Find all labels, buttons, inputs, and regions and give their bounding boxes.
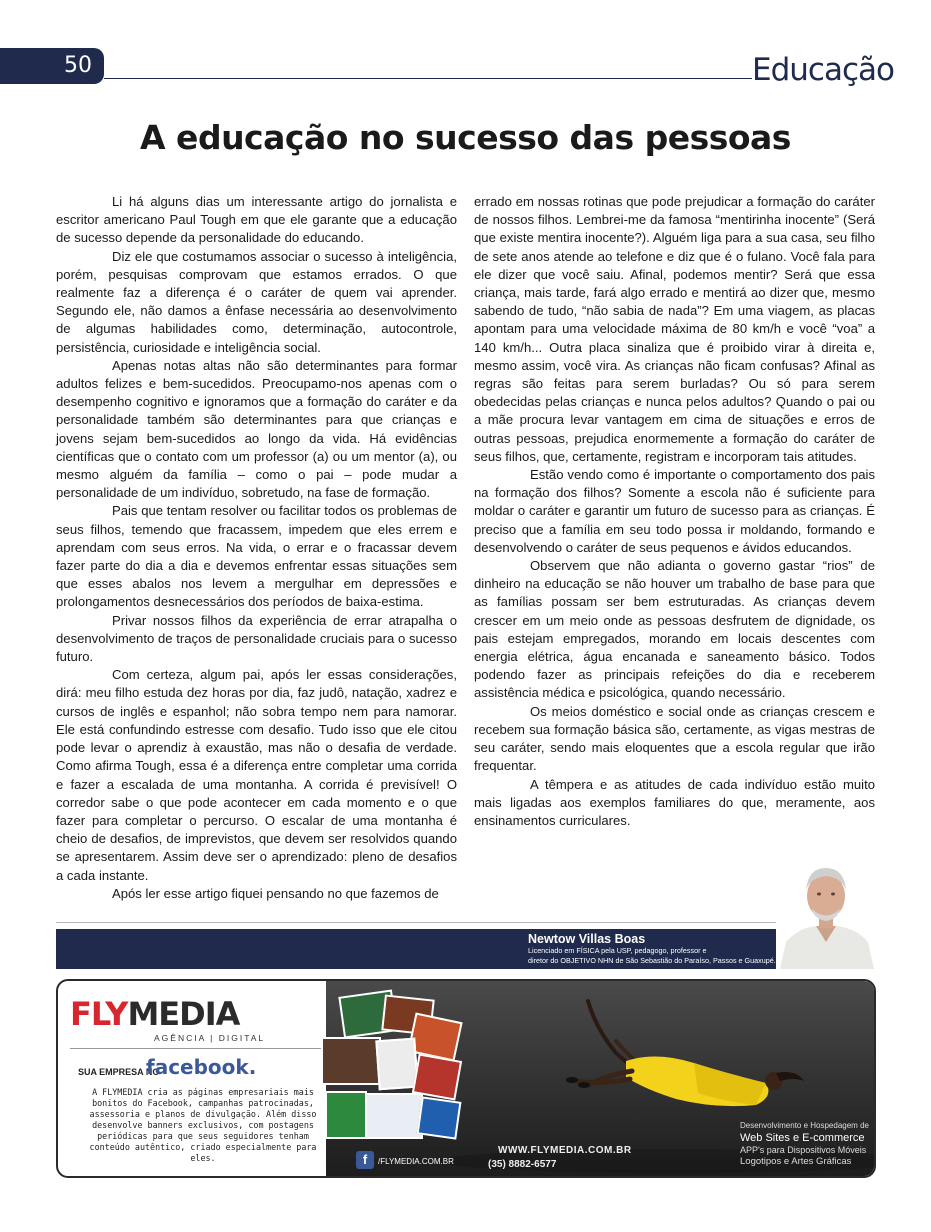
author-bio — [528, 946, 778, 965]
paragraph: Após ler esse artigo fiquei pensando no que fazemos de — [112, 885, 439, 901]
logo-fly: FLY — [70, 995, 128, 1033]
ad-service: Web Sites e E-commerce — [740, 1132, 865, 1144]
ad-rule — [70, 1048, 328, 1049]
author-name: Newtow Villas Boas — [528, 932, 646, 946]
logo-media: MEDIA — [127, 995, 240, 1033]
author-photo — [776, 856, 876, 969]
collage-card — [325, 1091, 367, 1139]
collage-card — [321, 1037, 381, 1085]
article-column-left — [56, 193, 457, 903]
facebook-url: /FLYMEDIA.COM.BR — [378, 1157, 454, 1166]
facebook-prefix: SUA EMPRESA NO — [78, 1067, 160, 1077]
ad-service: Desenvolvimento e Hospedagem de — [740, 1121, 869, 1130]
ad-phone: (35) 8882-6577 — [488, 1159, 557, 1170]
page-number: 50 — [64, 53, 92, 78]
author-bio-line: diretor do OBJETIVO NHN de São Sebastião do Paraíso, Passos e Guaxupé. — [528, 955, 776, 965]
article-column-right — [474, 193, 875, 830]
flymedia-advertisement — [56, 979, 876, 1178]
paragraph: Os meios doméstico e social onde as crianças crescem e recebem sua formação básica são, certamente, as vigas mestras de seu caráter, sendo mais eloquentes que a escola regular que irão frequentar. — [474, 703, 875, 774]
flymedia-logo — [70, 995, 239, 1033]
facebook-logo: facebook. — [146, 1055, 257, 1079]
ad-service: Logotipos e Artes Gráficas — [740, 1156, 852, 1167]
paragraph: Diz ele que costumamos associar o sucesso à inteligência, porém, pesquisas comprovam que estamos errados. O que realmente faz a diferença é o caráter de quem vai aprender. Segundo ele, não damos a ênfase necessária ao desenvolvimento de algumas habilidades como, determinação, autocontrole, persistência, curiosidade e inteligência social. — [56, 248, 457, 355]
collage-card — [417, 1096, 462, 1139]
collage-card — [365, 1093, 423, 1139]
paragraph: Li há alguns dias um interessante artigo do jornalista e escritor americano Paul Tough em que ele garante que a educação de sucesso depende da personalidade do educando. — [56, 194, 457, 246]
paragraph: Com certeza, algum pai, após ler essas considerações, dirá: meu filho estuda dez horas por dia, faz judô, natação, xadrez e cursos de inglês e espanhol; não sobra tempo nem para namorar. Ele está confundindo estresse com desafio. Tudo isso que ele citou pode levar o aprendiz à exaustão, mas não o desafia de verdade. Como afirma Tough, essa é a diferença entre completar uma corrida e fazer a escalada de uma montanha. A corrida é previsível! O corredor sabe o que pode acontecer em cada momento e o que fazer para completar o percurso. O escalar de uma montanha é cheio de desafios, de imprevistos, que devem ser resolvidos quando se apresentarem. Assim deve ser o aprendizado: pleno de desafios a cada instante. — [56, 667, 457, 883]
paragraph: Privar nossos filhos da experiência de errar atrapalha o desenvolvimento de traços de personalidade cruciais para o sucesso futuro. — [56, 612, 457, 665]
paragraph: A têmpera e as atitudes de cada indivíduo estão muito mais ligadas aos exemplos familiares do que, meramente, aos ensinamentos curriculares. — [474, 776, 875, 828]
ad-body-text: A FLYMEDIA cria as páginas empresariais mais bonitos do Facebook, campanhas patrocinadas, assessoria e planos de divulgação. Além disso desenvolve banners exclusivos, com postagens periódicas para que seus seguidores tenham conteúdo autêntico, criado especialmente para eles. — [89, 1087, 317, 1163]
header-rule — [104, 78, 752, 79]
ad-service: APP's para Dispositivos Móveis — [740, 1145, 867, 1155]
author-bio-line: Licenciado em FÍSICA pela USP, pedagogo, professor e — [528, 946, 707, 955]
facebook-icon: f — [356, 1151, 374, 1169]
flymedia-tagline: AGÊNCIA | DIGITAL — [154, 1033, 266, 1043]
article-title: A educação no sucesso das pessoas — [140, 118, 791, 157]
paragraph: Apenas notas altas não são determinantes para formar adultos felizes e bem-sucedidos. Preocupamo-nos apenas com o desempenho cognitivo e ignoramos que a formação do caráter e da personalidade também são determinantes para que crianças e jovens sejam bem-sucedidos ao longo da vida. Há evidências científicas que o contato com um professor (a) ou um mentor (a), ou mesmo alguém da família – como o pai – pode mudar a personalidade de um indivíduo, sobretudo, na fase de formação. — [56, 357, 457, 501]
paragraph: Observem que não adianta o governo gastar “rios” de dinheiro na educação se não houver um trabalho de base para que as famílias possam ser bem estruturadas. As crianças devem crescer em um meio onde as pessoas desfrutem de dignidade, os pais estejam empregados, morando em locais descentes com energia elétrica, água encanada e saneamento básico. Todos podendo fazer as principais refeições do dia e receberem assistência médica e psicológica, quando necessário. — [474, 558, 875, 701]
ad-website: WWW.FLYMEDIA.COM.BR — [498, 1145, 632, 1156]
paragraph: Pais que tentam resolver ou facilitar todos os problemas de seus filhos, temendo que fracassem, impedem que eles errem e aprendam com seus erros. Na vida, o errar e o fracassar devem fazer parte do dia a dia e devemos enfrentar essas situações sem que esses abalos nos levem a mergulhar em depressões e prolongamentos desnecessários dos períodos de baixa-estima. — [56, 503, 457, 610]
author-divider — [56, 922, 876, 923]
paragraph: Estão vendo como é importante o comportamento dos pais na formação dos filhos? Somente a escola não é suficiente para moldar o caráter e garantir um futuro de sucesso para as crianças. É preciso que a família em seu todo possa ir moldando, formando e desenvolvendo o caráter de seus pequenos e ávidos educandos. — [474, 467, 875, 555]
promo-collage — [311, 987, 461, 1157]
collage-card — [375, 1038, 418, 1091]
section-title: Educação — [752, 52, 894, 88]
paragraph-continuation: errado em nossas rotinas que pode prejudicar a formação do caráter de nossos filhos. Lembrei-me da famosa “mentirinha inocente” (Será que existe mentira inocente?). Alguém liga para a sua casa, seu filho de sete anos atende ao telefone e diz que é o fulano. Você fala para ele dizer que você saiu. Afinal, podemos mentir? Será que essa criança, mais tarde, fará algo errado e mentirá ao dizer que, mesmo sabendo de tudo, “não sabia de nada”? Em uma viagem, as placas apontam para uma velocidade máxima de 80 km/h e você “voa” a 140 km/h... Outra placa sinaliza que é proibido virar à direita e, mesmo assim, você vira. As crianças não ficam confusas? Afinal as regras são feitas para serem burladas? Ou só para serem obedecidas pelas crianças e nunca pelos adultos? Quando o pai ou a mãe procura levar vantagem em cima de situações e erros de outras pessoas, prejudica enormemente a formação do caráter de seus filhos, que, certamente, registram e incorporam tais atitudes. — [474, 194, 875, 464]
